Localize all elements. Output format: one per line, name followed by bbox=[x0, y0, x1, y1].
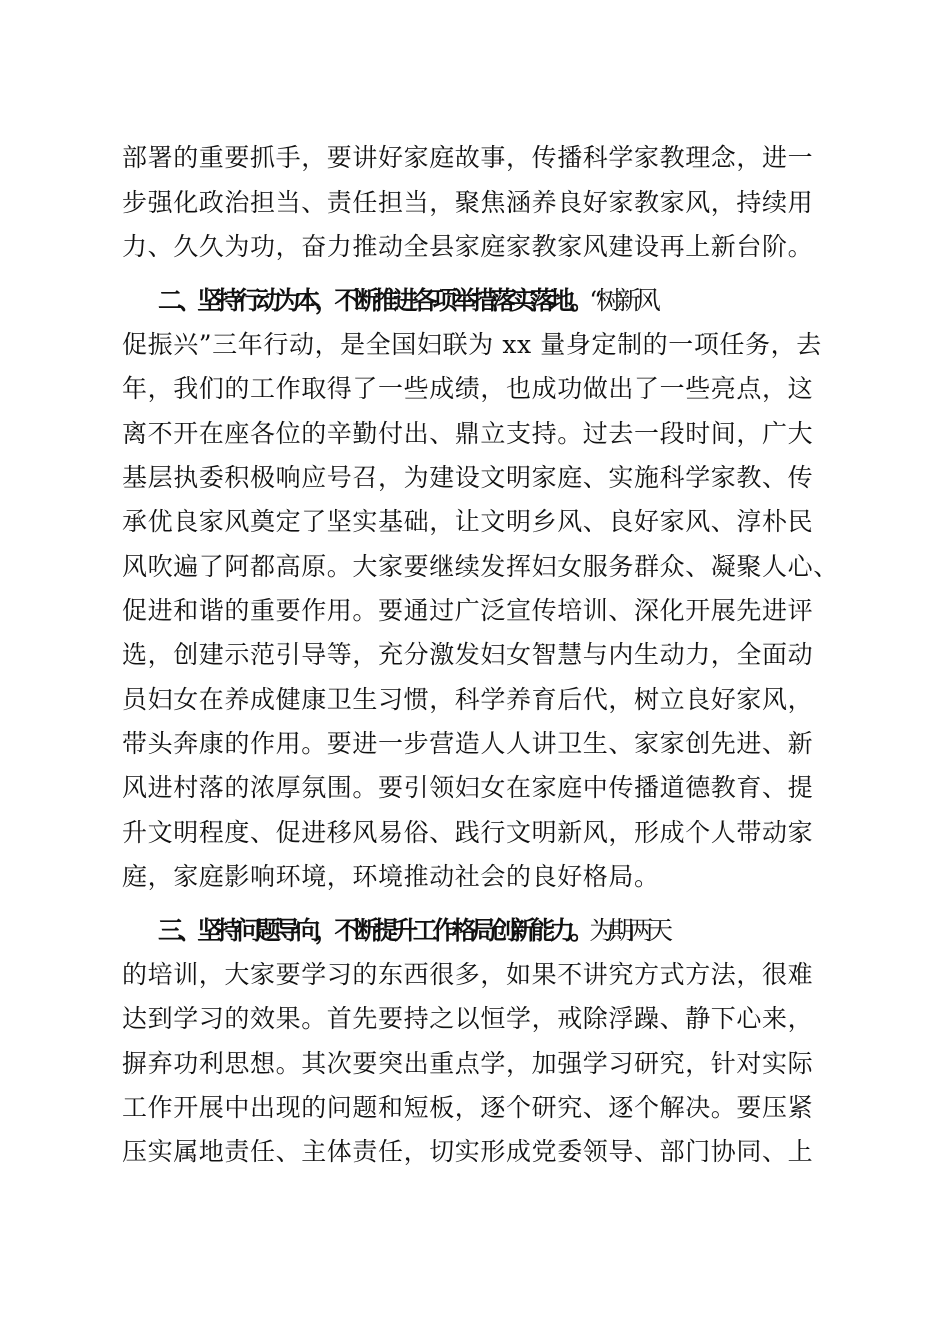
paragraph-line: 风吹遍了阿都高原。大家要继续发挥妇女服务群众、凝聚人心、 bbox=[122, 552, 839, 581]
section-2-first-line-text: “树新风 bbox=[589, 286, 656, 315]
paragraph-line: 促振兴”三年行动，是全国妇联为 xx 量身定制的一项任务，去 bbox=[122, 330, 822, 359]
paragraph-line: 年，我们的工作取得了一些成绩，也成功做出了一些亮点，这 bbox=[122, 374, 814, 403]
paragraph-line: 基层执委积极响应号召，为建设文明家庭、实施科学家教、传 bbox=[122, 463, 814, 492]
paragraph-line: 力、久久为功，奋力推动全县家庭家教家风建设再上新台阶。 bbox=[122, 232, 814, 261]
paragraph-line: 达到学习的效果。首先要持之以恒学，戒除浮躁、静下心来， bbox=[122, 1004, 814, 1033]
section-3-first-line-text: 为期两天 bbox=[589, 916, 668, 945]
paragraph-line: 工作开展中出现的问题和短板，逐个研究、逐个解决。要压紧 bbox=[122, 1093, 814, 1122]
paragraph-line: 员妇女在养成健康卫生习惯，科学养育后代，树立良好家风， bbox=[122, 685, 814, 714]
paragraph-line: 风进村落的浓厚氛围。要引领妇女在家庭中传播道德教育、提 bbox=[122, 773, 814, 802]
paragraph-line: 庭，家庭影响环境，环境推动社会的良好格局。 bbox=[122, 862, 660, 891]
section-3-first-line bbox=[158, 909, 878, 952]
paragraph-line: 升文明程度、促进移风易俗、践行文明新风，形成个人带动家 bbox=[122, 818, 814, 847]
paragraph-line: 承优良家风奠定了坚实基础，让文明乡风、良好家风、淳朴民 bbox=[122, 507, 814, 536]
paragraph-line: 离不开在座各位的辛勤付出、鼎立支持。过去一段时间，广大 bbox=[122, 419, 814, 448]
section-2-heading: 二、坚持行动为本，不断推进各项举措落实落地。 bbox=[158, 286, 590, 315]
section-3-heading: 三、坚持问题导向，不断提升工作格局创新能力。 bbox=[158, 916, 590, 945]
paragraph-line: 选，创建示范引导等，充分激发妇女智慧与内生动力，全面动 bbox=[122, 640, 814, 669]
paragraph-line: 压实属地责任、主体责任，切实形成党委领导、部门协同、上 bbox=[122, 1137, 814, 1166]
paragraph-line: 促进和谐的重要作用。要通过广泛宣传培训、深化开展先进评 bbox=[122, 596, 814, 625]
paragraph-line: 的培训，大家要学习的东西很多，如果不讲究方式方法，很难 bbox=[122, 960, 814, 989]
paragraph-line: 部署的重要抓手，要讲好家庭故事，传播科学家教理念，进一 bbox=[122, 143, 814, 172]
paragraph-line: 带头奔康的作用。要进一步营造人人讲卫生、家家创先进、新 bbox=[122, 729, 814, 758]
section-2-first-line bbox=[158, 279, 878, 322]
paragraph-line: 步强化政治担当、责任担当，聚焦涵养良好家教家风，持续用 bbox=[122, 188, 814, 217]
paragraph-line: 摒弃功利思想。其次要突出重点学，加强学习研究，针对实际 bbox=[122, 1049, 814, 1078]
